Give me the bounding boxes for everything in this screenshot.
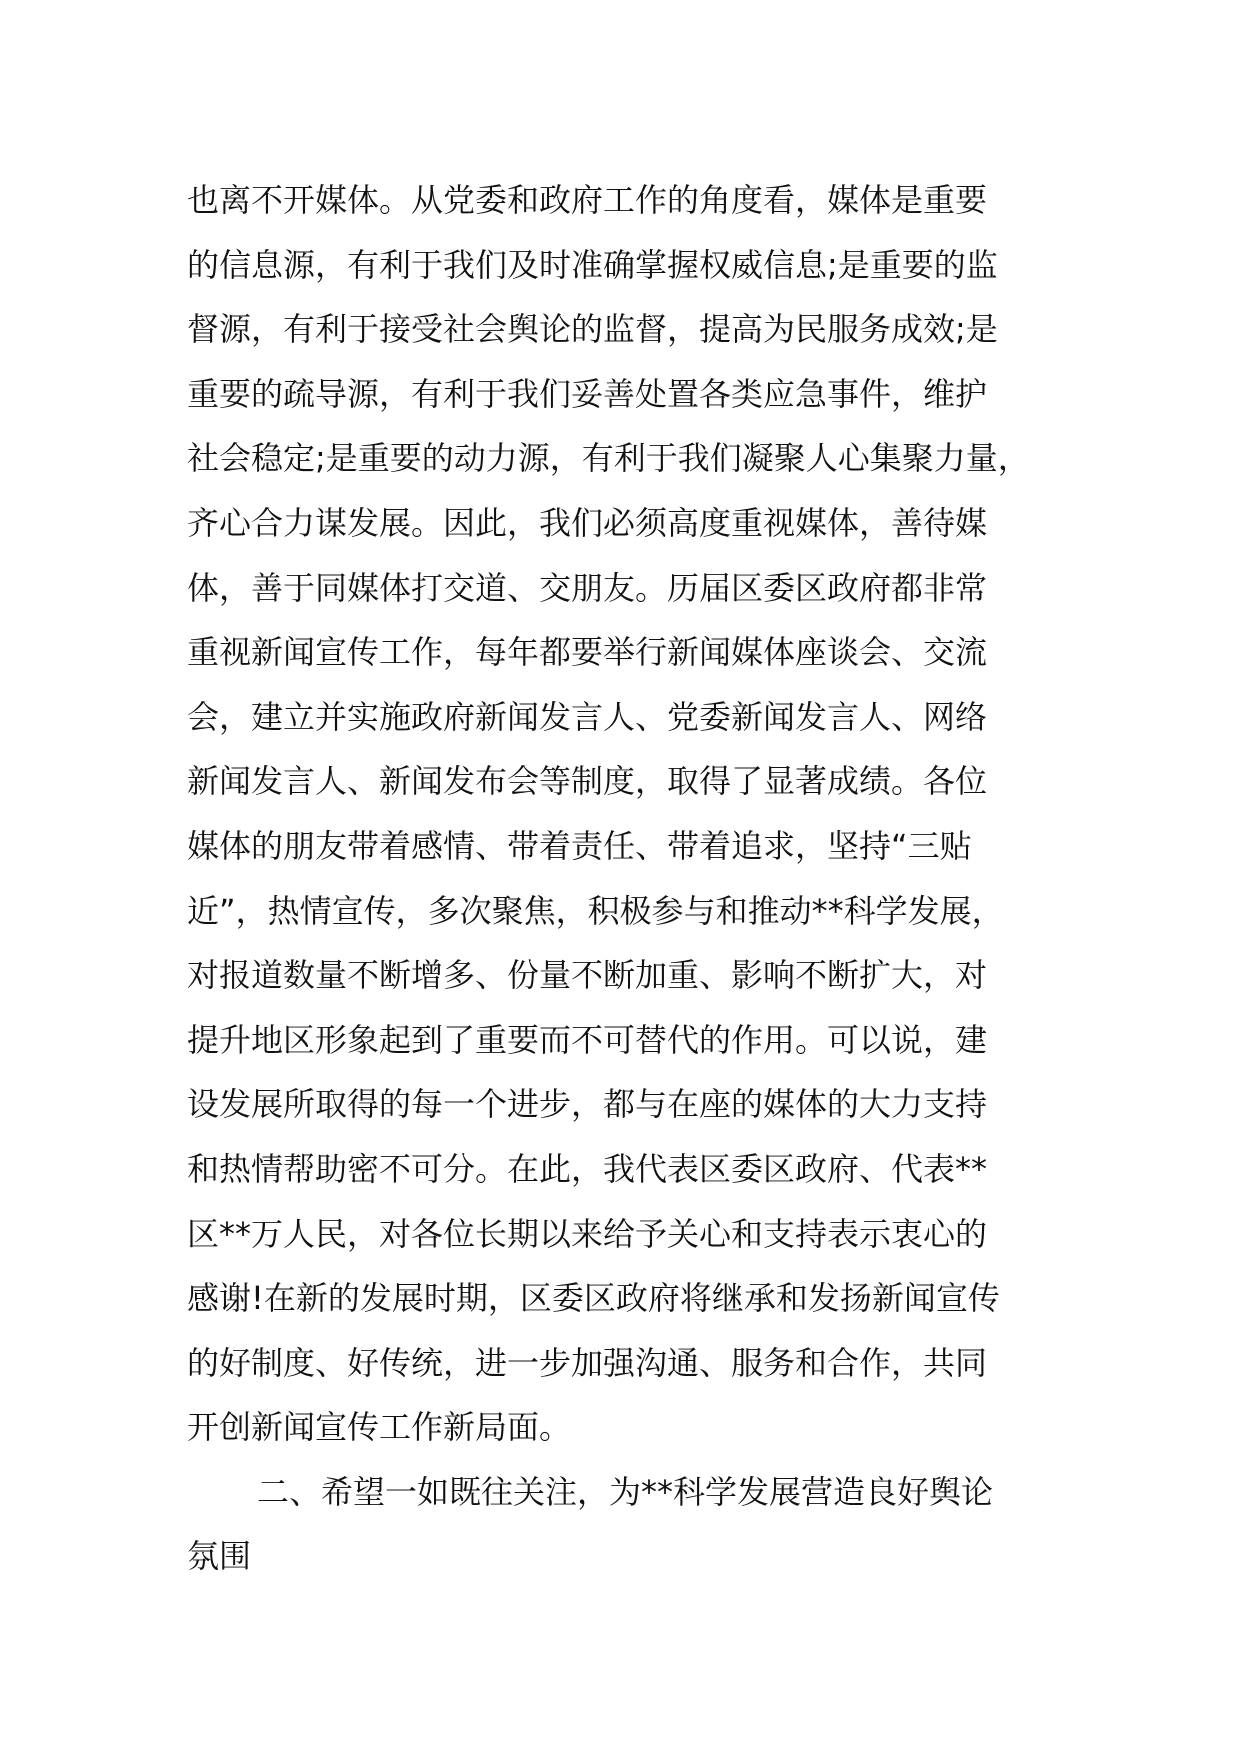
text-line: 会，建立并实施政府新闻发言人、党委新闻发言人、网络: [187, 697, 988, 736]
text-line: 也离不开媒体。从党委和政府工作的角度看，媒体是重要: [187, 181, 988, 219]
text-line: 感谢!在新的发展时期，区委区政府将继承和发扬新闻宣传: [187, 1279, 1000, 1318]
text-line: 区**万人民，对各位长期以来给予关心和支持表示衷心的: [187, 1214, 988, 1253]
text-line: 的好制度、好传统，进一步加强沟通、服务和合作，共同: [187, 1343, 988, 1382]
text-line: 重要的疏导源，有利于我们妥善处置各类应急事件，维护: [187, 374, 988, 413]
text-line: 对报道数量不断增多、份量不断加重、影响不断扩大，对: [187, 956, 988, 995]
text-line: 媒体的朋友带着感情、带着责任、带着追求，坚持“三贴: [187, 826, 972, 865]
text-line: 开创新闻宣传工作新局面。: [187, 1408, 572, 1447]
text-line: 重视新闻宣传工作，每年都要举行新闻媒体座谈会、交流: [187, 633, 988, 672]
text-line: 体，善于同媒体打交道、交朋友。历届区委区政府都非常: [187, 568, 988, 607]
text-line: 社会稳定;是重要的动力源，有利于我们凝聚人心集聚力量，: [187, 439, 1030, 478]
text-line: 和热情帮助密不可分。在此，我代表区委区政府、代表**: [187, 1149, 988, 1188]
text-line: 督源，有利于接受社会舆论的监督，提高为民服务成效;是: [187, 310, 998, 349]
text-line: 设发展所取得的每一个进步，都与在座的媒体的大力支持: [187, 1085, 988, 1124]
text-line: 提升地区形象起到了重要而不可替代的作用。可以说，建: [187, 1020, 988, 1059]
body-text: [187, 168, 1087, 1589]
text-line: 的信息源，有利于我们及时准确掌握权威信息;是重要的监: [187, 245, 998, 284]
text-line: 齐心合力谋发展。因此，我们必须高度重视媒体，善待媒: [187, 503, 988, 542]
text-line: 新闻发言人、新闻发布会等制度，取得了显著成绩。各位: [187, 762, 988, 801]
section-heading: 二、希望一如既往关注，为**科学发展营造良好舆论: [257, 1472, 994, 1511]
section-heading-continuation: 氛围: [187, 1537, 252, 1576]
text-line: 近”，热情宣传，多次聚焦，积极参与和推动**科学发展，: [187, 891, 1004, 930]
